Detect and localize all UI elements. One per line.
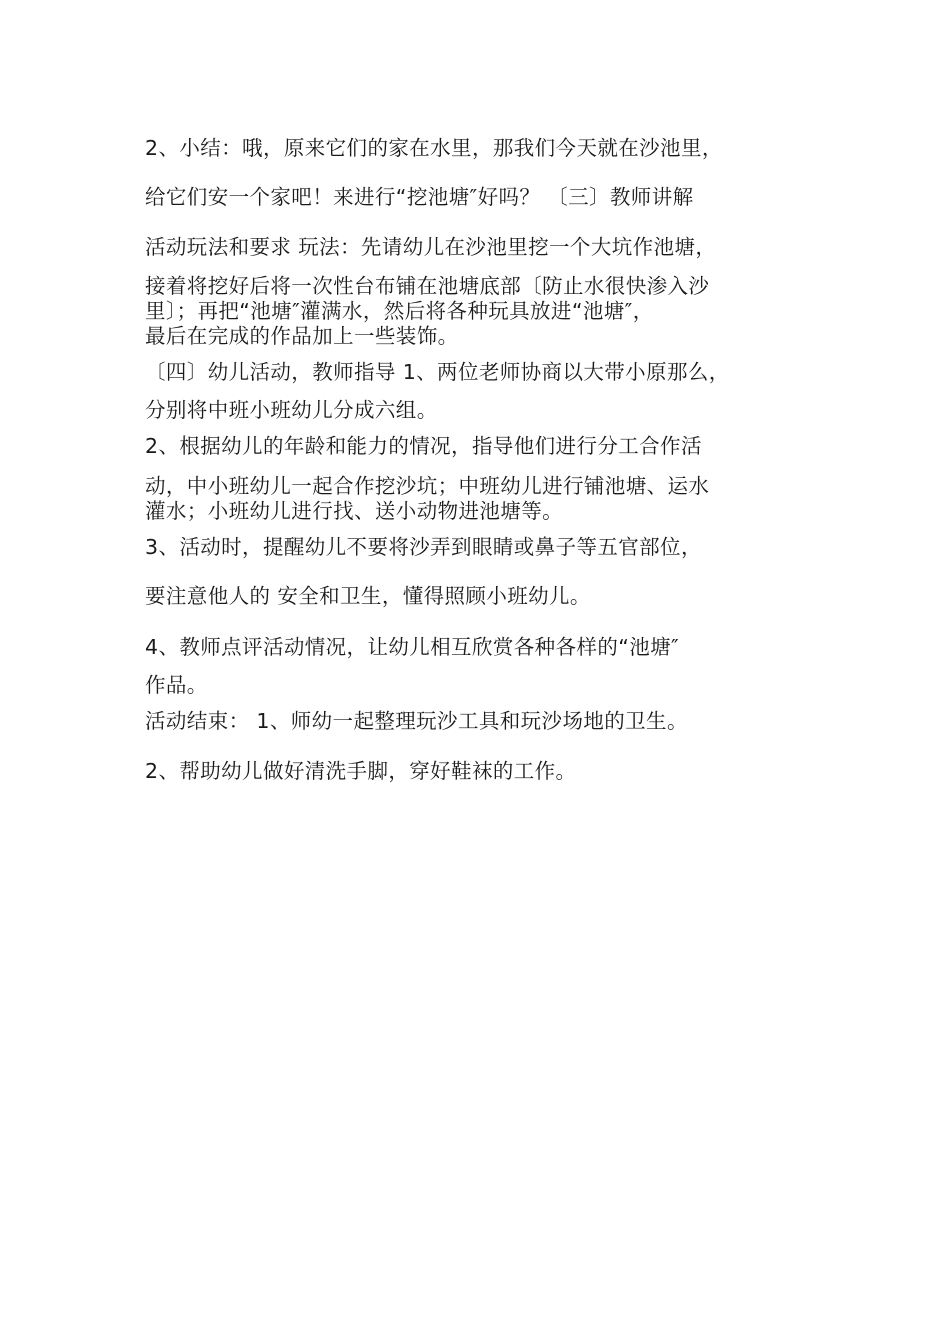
paragraph-line: 2、根据幼儿的年龄和能力的情况，指导他们进行分工合作活 <box>145 434 702 458</box>
paragraph-line: 动，中小班幼儿一起合作挖沙坑；中班幼儿进行铺池塘、运水 <box>145 474 710 498</box>
paragraph-line: 最后在完成的作品加上一些装饰。 <box>145 324 459 348</box>
paragraph-line: 3、活动时，提醒幼儿不要将沙弄到眼睛或鼻子等五官部位， <box>145 535 702 559</box>
paragraph-line: 活动玩法和要求 玩法：先请幼儿在沙池里挖一个大坑作池塘， <box>145 235 717 259</box>
paragraph-line: 要注意他人的 安全和卫生，懂得照顾小班幼儿。 <box>145 584 591 608</box>
paragraph-line: 作品。 <box>145 673 208 697</box>
paragraph-line: 接着将挖好后将一次性台布铺在池塘底部〔防止水很快渗入沙 <box>145 274 710 298</box>
paragraph-line: 4、教师点评活动情况，让幼儿相互欣赏各种各样的“池塘″ <box>145 635 680 659</box>
paragraph-line: 活动结束： 1、师幼一起整理玩沙工具和玩沙场地的卫生。 <box>145 709 688 733</box>
paragraph-line: 给它们安一个家吧！来进行“挖池塘″好吗？ 〔三〕教师讲解 <box>145 185 694 209</box>
paragraph-line: 〔四〕幼儿活动，教师指导 1、两位老师协商以大带小原那么， <box>145 360 730 384</box>
paragraph-line: 2、小结：哦，原来它们的家在水里，那我们今天就在沙池里， <box>145 136 723 160</box>
paragraph-line: 灌水；小班幼儿进行找、送小动物进池塘等。 <box>145 499 563 523</box>
paragraph-line: 里〕；再把“池塘″灌满水，然后将各种玩具放进“池塘″， <box>145 299 654 323</box>
paragraph-line: 2、帮助幼儿做好清洗手脚，穿好鞋袜的工作。 <box>145 759 577 783</box>
paragraph-line: 分别将中班小班幼儿分成六组。 <box>145 398 438 422</box>
